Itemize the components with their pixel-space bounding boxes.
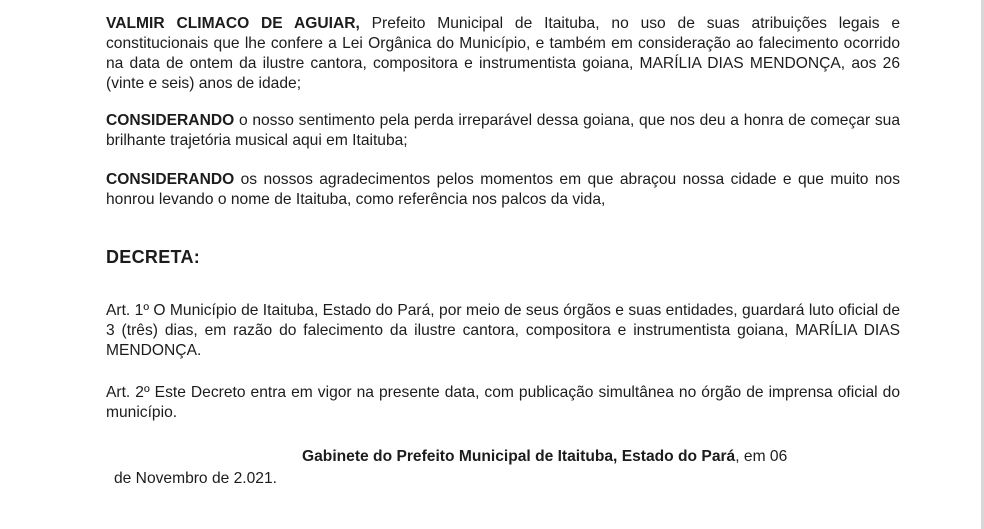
mayor-name: VALMIR CLIMACO DE AGUIAR, — [106, 15, 360, 32]
closing-date-start: , em 06 — [735, 448, 788, 465]
considerando-text: os nossos agradecimentos pelos momentos em que abraçou nossa cidade e que muito nos honrou levando o nome de Itaituba, como referência nos palcos da vida, — [106, 171, 900, 208]
considerando-keyword: CONSIDERANDO — [106, 112, 235, 129]
preamble-paragraph — [106, 14, 900, 94]
closing-line-2: de Novembro de 2.021. — [114, 470, 277, 487]
closing-office: Gabinete do Prefeito Municipal de Itaituba, Estado do Pará — [302, 448, 736, 465]
preamble-text: Prefeito Municipal de Itaituba, no uso de suas atribuições legais e constitucionais que lhe confere a Lei Orgânica do Município, e também em consideração ao falecimento ocorrido na data de ontem da ilustre cantora, compositora e instrumentista goiana, MARÍLIA DIAS MENDONÇA, aos 26 (vinte e seis) anos de idade; — [106, 15, 900, 92]
considerando-paragraph-2 — [106, 170, 900, 210]
considerando-keyword: CONSIDERANDO — [106, 171, 235, 188]
closing-line-1 — [302, 447, 787, 467]
article-1: Art. 1º O Município de Itaituba, Estado do Pará, por meio de seus órgãos e suas entidades, guardará luto oficial de 3 (três) dias, em razão do falecimento da ilustre cantora, compositora e instrumentista goiana, MARÍLIA DIAS MENDONÇA. — [106, 302, 900, 359]
considerando-paragraph-1 — [106, 111, 900, 151]
article-2: Art. 2º Este Decreto entra em vigor na presente data, com publicação simultânea no órgão de imprensa oficial do município. — [106, 384, 900, 421]
considerando-text: o nosso sentimento pela perda irreparável dessa goiana, que nos deu a honra de começar sua brilhante trajetória musical aqui em Itaituba; — [106, 112, 900, 149]
decreta-heading: DECRETA: — [106, 247, 201, 267]
